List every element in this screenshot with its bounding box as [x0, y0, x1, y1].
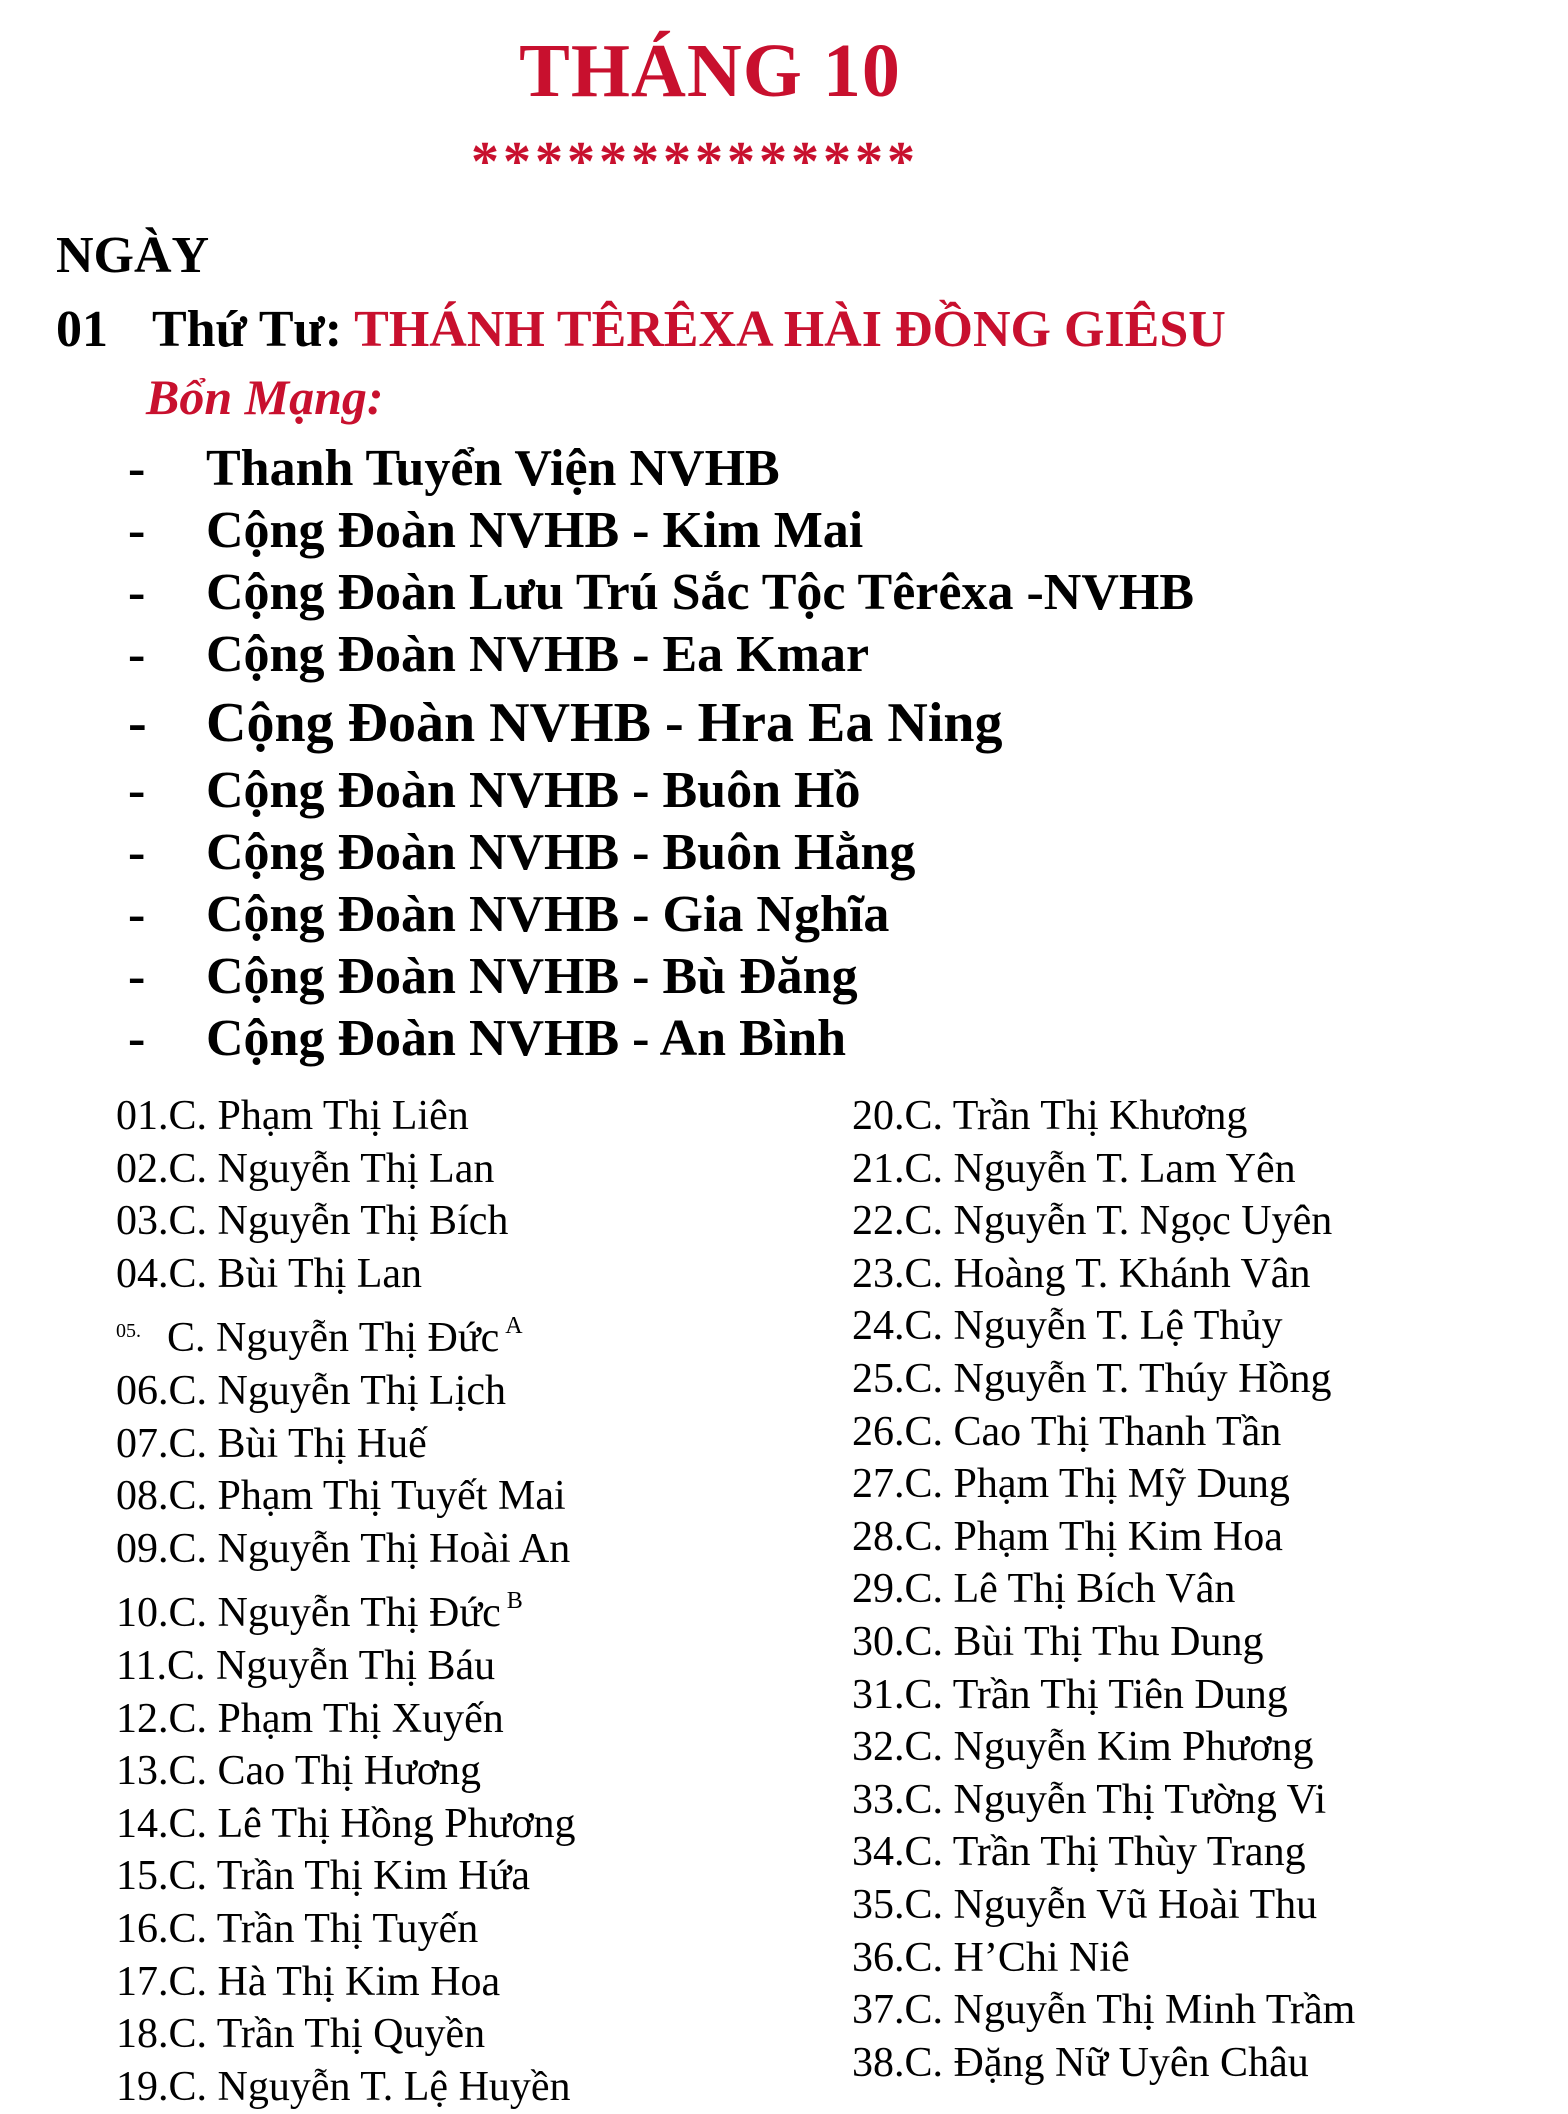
bullet-dash: -: [128, 824, 146, 881]
name-row: 35.C. Nguyễn Vũ Hoài Thu: [852, 1881, 1318, 1928]
feast-name: THÁNH TÊRÊXA HÀI ĐỒNG GIÊSU: [354, 301, 1226, 358]
bullet-dash: -: [128, 762, 146, 819]
bullet-dash: -: [128, 1010, 146, 1067]
name-row: 17.C. Hà Thị Kim Hoa: [116, 1958, 501, 2005]
name-row: 27.C. Phạm Thị Mỹ Dung: [852, 1461, 1290, 1508]
community-name: Cộng Đoàn NVHB - Buôn Hằng: [206, 824, 916, 881]
name-row: 21.C. Nguyễn T. Lam Yên: [852, 1145, 1296, 1192]
bullet-dash: -: [128, 692, 147, 754]
community-name: Cộng Đoàn Lưu Trú Sắc Tộc Têrêxa -NVHB: [206, 564, 1194, 621]
community-item: [128, 500, 1194, 562]
name-row: 25.C. Nguyễn T. Thúy Hồng: [852, 1355, 1332, 1402]
name-row: 24.C. Nguyễn T. Lệ Thủy: [852, 1303, 1283, 1350]
community-item: [128, 884, 1194, 946]
bullet-dash: -: [128, 502, 146, 559]
name-row: 32.C. Nguyễn Kim Phương: [852, 1724, 1314, 1771]
name-row: 28.C. Phạm Thị Kim Hoa: [852, 1513, 1283, 1560]
community-item: [128, 686, 1194, 760]
superscript-a: A: [505, 1313, 523, 1340]
names-column-right: [852, 1090, 1355, 2089]
name-row: 09.C. Nguyễn Thị Hoài An: [116, 1525, 571, 1572]
name-row: 01.C. Phạm Thị Liên: [116, 1093, 469, 1139]
name-text: 10.C. Nguyễn Thị Đức: [116, 1590, 501, 1637]
patron-label: Bổn Mạng:: [146, 369, 384, 425]
community-name: Thanh Tuyển Viện NVHB: [206, 440, 780, 497]
bullet-dash: -: [128, 440, 146, 497]
bullet-dash: -: [128, 626, 146, 683]
name-row: 06.C. Nguyễn Thị Lịch: [116, 1367, 507, 1414]
community-name: Cộng Đoàn NVHB - Bù Đăng: [206, 948, 858, 1005]
page-title: THÁNG 10: [519, 29, 901, 113]
name-text: C. Nguyễn Thị Đức: [167, 1315, 500, 1362]
bullet-dash: -: [128, 886, 146, 943]
name-row: 13.C. Cao Thị Hương: [116, 1748, 482, 1795]
name-row: 04.C. Bùi Thị Lan: [116, 1250, 423, 1297]
name-row: 33.C. Nguyễn Thị Tường Vi: [852, 1776, 1327, 1823]
bullet-dash: -: [128, 564, 146, 621]
name-row: 26.C. Cao Thị Thanh Tần: [852, 1408, 1282, 1455]
name-row: 38.C. Đặng Nữ Uyên Châu: [852, 2039, 1309, 2086]
name-row: [116, 1575, 576, 1640]
day-column-label: NGÀY: [56, 227, 210, 284]
community-item: [128, 946, 1194, 1008]
community-item: [128, 760, 1194, 822]
name-row: 15.C. Trần Thị Kim Hứa: [116, 1853, 531, 1900]
name-row: [116, 1300, 576, 1365]
community-item: [128, 624, 1194, 686]
community-name: Cộng Đoàn NVHB - Buôn Hồ: [206, 762, 861, 819]
name-row: 03.C. Nguyễn Thị Bích: [116, 1198, 509, 1245]
name-row: 29.C. Lê Thị Bích Vân: [852, 1566, 1236, 1613]
weekday: Thứ Tư:: [152, 301, 343, 358]
community-item: [128, 1008, 1194, 1070]
name-row: 36.C. H’Chi Niê: [852, 1934, 1130, 1981]
community-name: Cộng Đoàn NVHB - Ea Kmar: [206, 626, 870, 683]
title-stars-divider: **************: [471, 131, 919, 193]
superscript-b: B: [506, 1588, 523, 1615]
community-name: Cộng Đoàn NVHB - An Bình: [206, 1010, 847, 1067]
bullet-dash: -: [128, 948, 146, 1005]
name-row: 37.C. Nguyễn Thị Minh Trầm: [852, 1987, 1356, 2034]
community-item: [128, 822, 1194, 884]
name-row: 08.C. Phạm Thị Tuyết Mai: [116, 1473, 566, 1520]
name-row: 30.C. Bùi Thị Thu Dung: [852, 1618, 1264, 1665]
day-number: 01: [56, 301, 108, 358]
name-row: 34.C. Trần Thị Thùy Trang: [852, 1829, 1306, 1876]
name-row: 14.C. Lê Thị Hồng Phương: [116, 1800, 576, 1847]
name-row: 31.C. Trần Thị Tiên Dung: [852, 1671, 1288, 1718]
name-row: 22.C. Nguyễn T. Ngọc Uyên: [852, 1198, 1333, 1245]
community-name: Cộng Đoàn NVHB - Kim Mai: [206, 502, 864, 559]
name-row: 07.C. Bùi Thị Huế: [116, 1420, 427, 1467]
name-row: 20.C. Trần Thị Khương: [852, 1093, 1248, 1139]
names-column-left: [116, 1090, 576, 2113]
community-name: Cộng Đoàn NVHB - Hra Ea Ning: [206, 692, 1003, 754]
community-item: [128, 438, 1194, 500]
name-row: 12.C. Phạm Thị Xuyến: [116, 1695, 504, 1742]
community-item: [128, 562, 1194, 624]
community-list: [128, 438, 1194, 1070]
name-row: 19.C. Nguyễn T. Lệ Huyền: [116, 2063, 571, 2110]
name-row: 18.C. Trần Thị Quyền: [116, 2011, 486, 2058]
feast-line: [56, 300, 1226, 359]
name-row: 16.C. Trần Thị Tuyến: [116, 1905, 479, 1952]
name-row: 11.C. Nguyễn Thị Báu: [116, 1642, 496, 1689]
name-row: 23.C. Hoàng T. Khánh Vân: [852, 1250, 1311, 1297]
community-name: Cộng Đoàn NVHB - Gia Nghĩa: [206, 886, 890, 943]
name-number: 05.: [116, 1320, 141, 1343]
name-row: 02.C. Nguyễn Thị Lan: [116, 1145, 495, 1192]
